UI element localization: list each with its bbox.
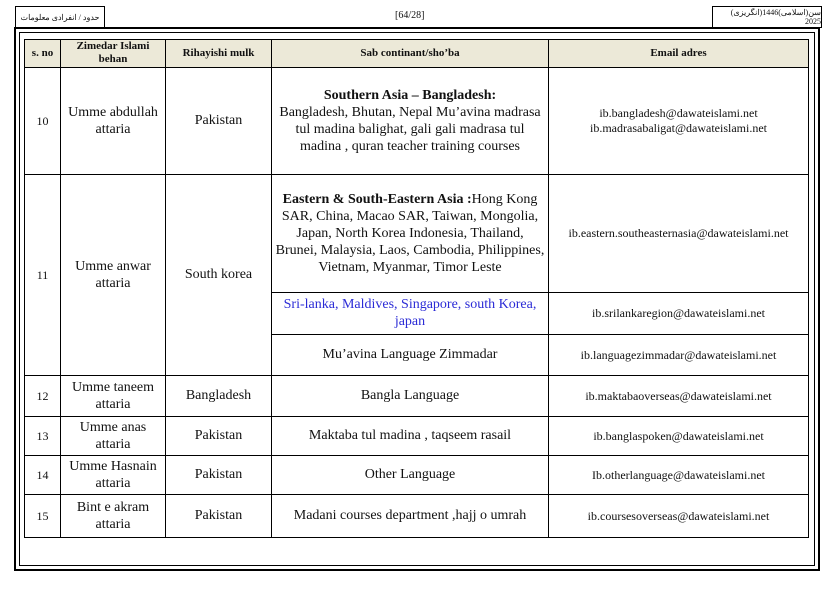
column-header-country: Rihayishi mulk bbox=[166, 40, 272, 68]
email-link[interactable]: ib.languagezimmadar@dawateislami.net bbox=[580, 347, 777, 362]
row-sno: 13 bbox=[25, 416, 61, 455]
row-email bbox=[549, 174, 809, 292]
row-email bbox=[549, 455, 809, 494]
row-sab bbox=[272, 67, 549, 174]
row-country: Bangladesh bbox=[166, 375, 272, 416]
row-country: Pakistan bbox=[166, 67, 272, 174]
column-header-sno: s. no bbox=[25, 40, 61, 68]
row-sno: 12 bbox=[25, 375, 61, 416]
column-header-sab: Sab continant/sho’ba bbox=[272, 40, 549, 68]
email-link[interactable]: ib.maktabaoverseas@dawateislami.net bbox=[585, 388, 772, 403]
row-name: Umme anwar attaria bbox=[61, 174, 166, 375]
row-country: Pakistan bbox=[166, 455, 272, 494]
row-sab: Mu’avina Language Zimmadar bbox=[272, 334, 549, 375]
row-sno: 14 bbox=[25, 455, 61, 494]
sab-text: Hong Kong SAR, China, Macao SAR, Taiwan, Mongolia, Japan, North Korea Indonesia, Thailand, Brunei, Malaysia, Laos, Cambodia, Philippines, Vietnam, Myanmar, Timor Leste bbox=[275, 191, 545, 275]
table-row bbox=[25, 416, 809, 455]
row-name: Umme abdullah attaria bbox=[61, 67, 166, 174]
column-header-name: Zimedar Islami behan bbox=[61, 40, 166, 68]
table-row bbox=[25, 67, 809, 174]
row-name: Umme anas attaria bbox=[61, 416, 166, 455]
table-row bbox=[25, 494, 809, 537]
row-email bbox=[549, 494, 809, 537]
row-sab: Other Language bbox=[272, 455, 549, 494]
row-country: South korea bbox=[166, 174, 272, 375]
page-number: [64/28] bbox=[395, 10, 425, 21]
table-header-row bbox=[25, 40, 809, 68]
row-name: Bint e akram attaria bbox=[61, 494, 166, 537]
row-sno: 15 bbox=[25, 494, 61, 537]
row-sab: Maktaba tul madina , taqseem rasail bbox=[272, 416, 549, 455]
table-row bbox=[25, 174, 809, 292]
email-link[interactable]: ib.coursesoverseas@dawateislami.net bbox=[587, 508, 770, 523]
table-row bbox=[25, 455, 809, 494]
email-link[interactable]: ib.banglaspoken@dawateislami.net bbox=[593, 428, 764, 443]
row-sab bbox=[272, 174, 549, 292]
sab-text: Bangladesh, Bhutan, Nepal Mu’avina madrasa tul madina balighat, gali gali madrasa tul madina , quran teacher training courses bbox=[279, 104, 541, 154]
row-country: Pakistan bbox=[166, 494, 272, 537]
row-sno: 10 bbox=[25, 67, 61, 174]
row-email bbox=[549, 292, 809, 334]
row-sab: Bangla Language bbox=[272, 375, 549, 416]
header-right-date: سن(اسلامی)1446(انگریزی) 2025 bbox=[712, 6, 822, 28]
table-row bbox=[25, 375, 809, 416]
row-name: Umme Hasnain attaria bbox=[61, 455, 166, 494]
row-sab-highlight: Sri-lanka, Maldives, Singapore, south Korea, japan bbox=[272, 292, 549, 334]
email-link[interactable]: ib.madrasabaligat@dawateislami.net bbox=[590, 120, 767, 135]
row-country: Pakistan bbox=[166, 416, 272, 455]
email-link[interactable]: ib.eastern.southeasternasia@dawateislami.net bbox=[568, 226, 789, 240]
row-email bbox=[549, 334, 809, 375]
row-sab: Madani courses department ,hajj o umrah bbox=[272, 494, 549, 537]
email-link[interactable]: ib.bangladesh@dawateislami.net bbox=[599, 106, 758, 121]
email-link[interactable]: ib.srilankaregion@dawateislami.net bbox=[592, 306, 765, 320]
row-email bbox=[549, 416, 809, 455]
row-sno: 11 bbox=[25, 174, 61, 375]
sab-heading: Southern Asia – Bangladesh: bbox=[323, 87, 497, 103]
sab-heading: Eastern & South-Eastern Asia : bbox=[282, 191, 472, 207]
email-link[interactable]: Ib.otherlanguage@dawateislami.net bbox=[592, 467, 765, 482]
responsibility-table bbox=[24, 39, 809, 538]
row-name: Umme taneem attaria bbox=[61, 375, 166, 416]
row-email bbox=[549, 375, 809, 416]
column-header-email: Email adres bbox=[549, 40, 809, 68]
row-email bbox=[549, 67, 809, 174]
header-left-label: حدود / انفرادی معلومات bbox=[15, 6, 105, 28]
